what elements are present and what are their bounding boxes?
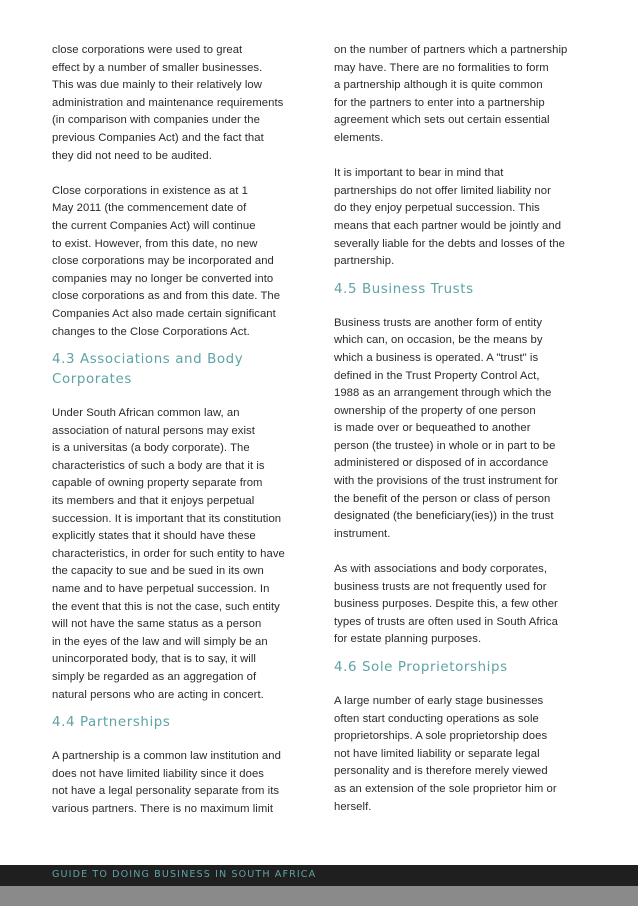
- text-line: proprietorships. A sole proprietorship does: [334, 730, 548, 743]
- paragraph-trusts-usage: [334, 561, 592, 649]
- text-line: not have limited liability or separate legal: [334, 747, 540, 760]
- text-line: is a universitas (a body corporate). The: [52, 442, 250, 455]
- text-line: do they enjoy perpetual succession. This: [334, 202, 540, 215]
- text-line: business purposes. Despite this, a few other: [334, 598, 558, 611]
- text-line: various partners. There is no maximum limit: [52, 802, 274, 815]
- heading-line: 4.6 Sole Proprietorships: [334, 660, 508, 675]
- page-footer: [0, 865, 638, 906]
- text-line: (in comparison with companies under the: [52, 114, 260, 127]
- heading-line: 4.5 Business Trusts: [334, 281, 474, 297]
- text-line: elements.: [334, 131, 384, 144]
- text-line: the event that this is not the case, such entity: [52, 600, 280, 613]
- text-line: Business trusts are another form of entity: [334, 316, 543, 329]
- text-line: in the eyes of the law and will simply be an: [52, 635, 268, 648]
- text-line: characteristics of such a body are that it is: [52, 459, 265, 472]
- paragraph-business-trusts: [334, 315, 592, 544]
- text-line: which a business is operated. A "trust" is: [334, 351, 539, 364]
- text-line: for the partners to enter into a partnership: [334, 96, 545, 109]
- text-line: severally liable for the debts and losses of the: [334, 237, 565, 250]
- text-line: capable of owning property separate from: [52, 477, 263, 490]
- text-line: partnership.: [334, 255, 395, 268]
- section-heading-partnerships: [52, 713, 310, 733]
- text-line: may have. There are no formalities to form: [334, 61, 549, 74]
- text-line: often start conducting operations as sole: [334, 712, 539, 725]
- text-line: Companies Act also made certain significant: [52, 307, 276, 320]
- text-line: close corporations as and from this date. The: [52, 290, 281, 303]
- text-line: types of trusts are often used in South Africa: [334, 615, 558, 628]
- text-line: the capacity to sue and be sued in its own: [52, 565, 264, 578]
- text-line: does not have limited liability since it does: [52, 767, 264, 780]
- text-line: natural persons who are acting in concert.: [52, 688, 264, 701]
- heading-line: Corporates: [52, 372, 132, 388]
- text-line: is made over or bequeathed to another: [334, 422, 531, 435]
- text-line: A large number of early stage businesses: [334, 695, 544, 707]
- text-line: they did not need to be audited.: [52, 149, 212, 162]
- text-line: close corporations may be incorporated and: [52, 255, 274, 268]
- text-line: to exist. However, from this date, no new: [52, 237, 258, 250]
- text-line: ownership of the property of one person: [334, 404, 536, 417]
- text-line: 1988 as an arrangement through which the: [334, 387, 552, 400]
- paragraph-partnerships-continued: [334, 42, 592, 148]
- text-line: agreement which sets out certain essential: [334, 114, 550, 127]
- text-line: This was due mainly to their relatively low: [52, 79, 262, 92]
- text-line: the current Companies Act) will continue: [52, 219, 256, 232]
- text-line: It is important to bear in mind that: [334, 167, 504, 180]
- text-line: explicitly states that it should have these: [52, 530, 256, 543]
- paragraph-spacer: [334, 543, 592, 561]
- text-line: companies may no longer be converted into: [52, 272, 274, 285]
- footer-lower-band: [0, 886, 638, 906]
- section-heading-business-trusts: [334, 280, 592, 300]
- text-line: changes to the Close Corporations Act.: [52, 325, 250, 338]
- text-line: its members and that it enjoys perpetual: [52, 495, 255, 508]
- text-line: herself.: [334, 800, 372, 813]
- text-line: as an extension of the sole proprietor him or: [334, 782, 557, 795]
- text-line: designated (the beneficiary(ies)) in the trust: [334, 510, 554, 523]
- text-line: A partnership is a common law institution and: [52, 750, 281, 763]
- text-line: characteristics, in order for such entity to have: [52, 547, 285, 560]
- paragraph-close-corporations-existing: [52, 183, 310, 341]
- paragraph-associations: [52, 405, 310, 704]
- footer-title: GUIDE TO DOING BUSINESS IN SOUTH AFRICA: [52, 869, 317, 880]
- paragraph-spacer: [334, 148, 592, 166]
- text-line: unincorporated body, that is to say, it will: [52, 653, 256, 666]
- section-heading-sole-proprietorships: [334, 658, 592, 678]
- text-line: close corporations were used to great: [52, 44, 243, 56]
- text-line: personality and is therefore merely viewed: [334, 765, 548, 778]
- text-line: business trusts are not frequently used for: [334, 580, 547, 593]
- text-line: As with associations and body corporates,: [334, 563, 548, 576]
- text-line: instrument.: [334, 527, 391, 540]
- paragraph-spacer: [52, 165, 310, 183]
- section-heading-associations: [52, 350, 310, 390]
- text-line: May 2011 (the commencement date of: [52, 202, 247, 215]
- footer-bar: [0, 865, 638, 886]
- text-line: administration and maintenance requirements: [52, 96, 284, 109]
- right-column: [334, 42, 592, 816]
- text-line: partnerships do not offer limited liability nor: [334, 184, 551, 197]
- text-line: person (the trustee) in whole or in part to be: [334, 439, 556, 452]
- text-line: simply be regarded as an aggregation of: [52, 671, 257, 683]
- paragraph-sole-proprietorships: [334, 693, 592, 816]
- text-line: name and to have perpetual succession. In: [52, 583, 270, 596]
- text-line: which can, on occasion, be the means by: [334, 334, 543, 347]
- text-line: with the provisions of the trust instrument for: [334, 475, 558, 488]
- text-line: the benefit of the person or class of person: [334, 492, 551, 505]
- text-line: Under South African common law, an: [52, 407, 240, 420]
- text-line: for estate planning purposes.: [334, 633, 482, 646]
- text-line: succession. It is important that its constitution: [52, 512, 282, 525]
- text-line: association of natural persons may exist: [52, 424, 255, 437]
- paragraph-close-corporations-intro: [52, 42, 310, 165]
- heading-line: 4.3 Associations and Body: [52, 352, 244, 368]
- text-line: on the number of partners which a partnership: [334, 44, 568, 56]
- heading-line: 4.4 Partnerships: [52, 715, 171, 731]
- paragraph-partnerships: [52, 748, 310, 818]
- paragraph-partnership-liability: [334, 165, 592, 271]
- text-line: administered or disposed of in accordance: [334, 457, 549, 470]
- text-line: Close corporations in existence as at 1: [52, 184, 248, 197]
- text-line: means that each partner would be jointly and: [334, 219, 562, 232]
- text-line: a partnership although it is quite common: [334, 79, 543, 92]
- left-column: [52, 42, 310, 819]
- text-line: not have a legal personality separate from its: [52, 785, 280, 798]
- text-line: previous Companies Act) and the fact that: [52, 131, 264, 144]
- text-line: effect by a number of smaller businesses.: [52, 61, 263, 74]
- text-line: defined in the Trust Property Control Act,: [334, 369, 540, 382]
- text-line: will not have the same status as a person: [52, 618, 262, 631]
